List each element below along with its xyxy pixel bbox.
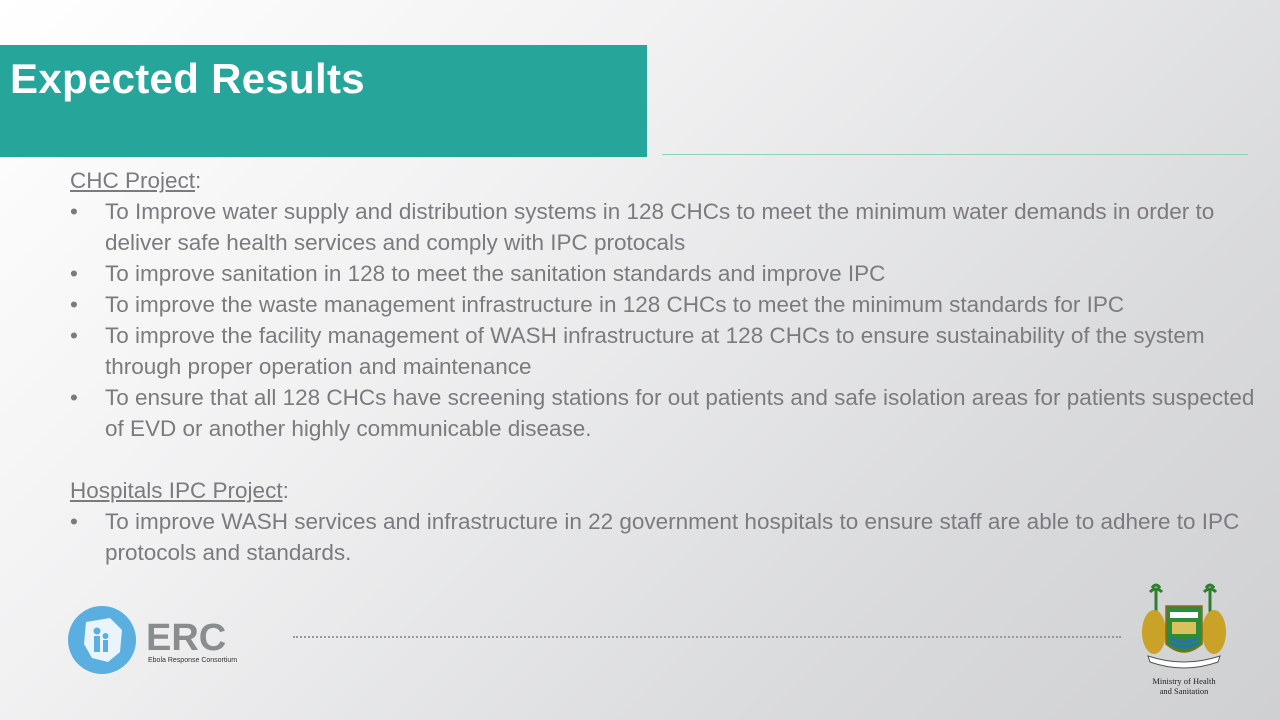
hospitals-bullet-list — [70, 506, 1270, 568]
ministry-crest — [1138, 582, 1230, 698]
ministry-line1: Ministry of Health — [1152, 676, 1216, 686]
bullet-icon: • — [70, 292, 78, 317]
erc-logo-tagline: Ebola Response Consortium — [148, 657, 238, 664]
list-item: • To ensure that all 128 CHCs have screening stations for out patients and safe isolation areas for patients suspected of EVD or another highly communicable disease. — [70, 382, 1270, 444]
footer-dotted-line — [293, 636, 1121, 638]
slide-content — [70, 165, 1270, 568]
bullet-icon: • — [70, 385, 78, 410]
list-item: • To improve sanitation in 128 to meet the sanitation standards and improve IPC — [70, 258, 1270, 289]
erc-logo — [66, 600, 256, 680]
erc-logo-name: ERC — [146, 617, 227, 659]
chc-bullet-list — [70, 196, 1270, 444]
list-item: • To improve WASH services and infrastructure in 22 government hospitals to ensure staff are able to adhere to IPC protocols and standards. — [70, 506, 1270, 568]
bullet-icon: • — [70, 323, 78, 348]
hospitals-section-heading: Hospitals IPC Project: — [70, 478, 289, 503]
ministry-line2: and Sanitation — [1159, 686, 1209, 696]
chc-section-heading: CHC Project: — [70, 168, 202, 193]
list-item: • To improve the waste management infrastructure in 128 CHCs to meet the minimum standards for IPC — [70, 289, 1270, 320]
list-item: • To improve the facility management of WASH infrastructure at 128 CHCs to ensure sustainability of the system through proper operation and maintenance — [70, 320, 1270, 382]
bullet-icon: • — [70, 199, 78, 224]
slide-title: Expected Results — [10, 55, 365, 102]
list-item: • To Improve water supply and distribution systems in 128 CHCs to meet the minimum water demands in order to deliver safe health services and comply with IPC protocals — [70, 196, 1270, 258]
title-divider-line — [662, 154, 1248, 155]
bullet-icon: • — [70, 509, 78, 534]
bullet-icon: • — [70, 261, 78, 286]
